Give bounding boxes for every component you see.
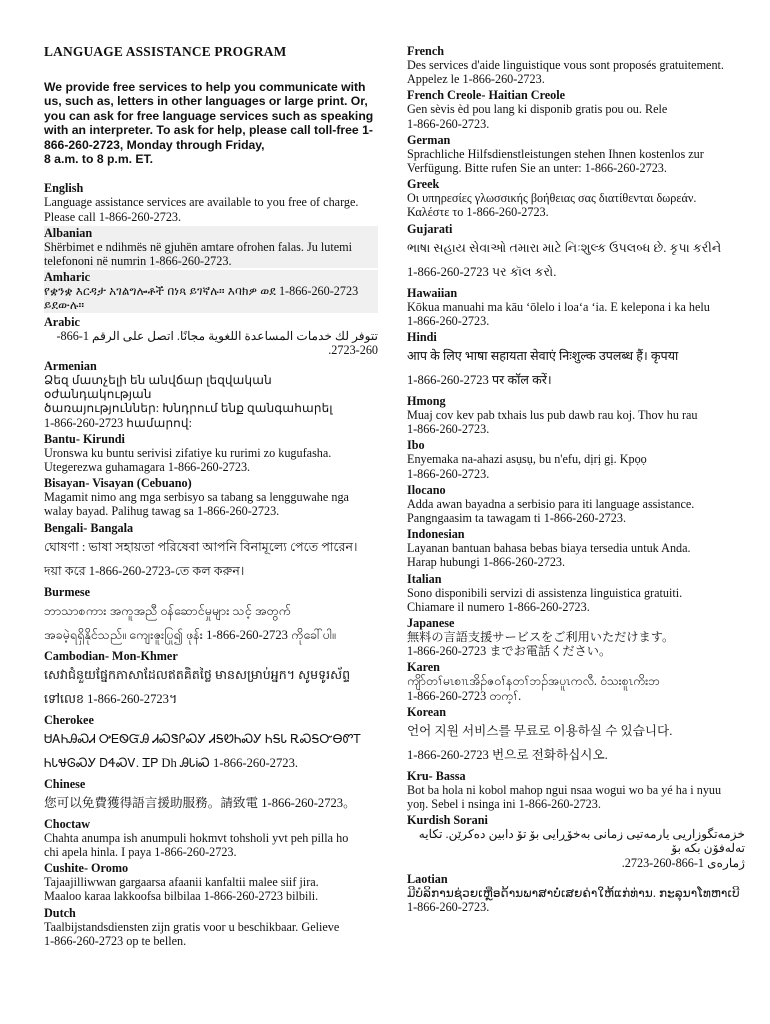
left-column bbox=[44, 44, 378, 950]
language-name: Albanian bbox=[44, 225, 93, 240]
language-name: Bantu- Kirundi bbox=[44, 431, 125, 446]
language-entry bbox=[407, 660, 745, 702]
language-entry bbox=[44, 270, 378, 312]
language-notice: خزمەتگوزاریی یارمەتیی زمانی بەخۆڕایی بۆ تۆ دابین دەکرێن. تکایە تەلەفۆن بکە بۆ ژمارەی 1-866-260-2723. bbox=[418, 827, 745, 870]
language-name: Indonesian bbox=[407, 527, 465, 542]
language-notice: ဘာသာစကား အကူအညီ ဝန်ဆောင်မှုများ သင့် အတွက် အခမဲ့ရရှိနိုင်သည်။ ကျေးဇူးပြု၍ ဖုန်း 1-866-260-2723 ကိုခေါ်ပါ။ bbox=[44, 603, 336, 642]
language-entry bbox=[44, 713, 378, 775]
left-language-list bbox=[44, 181, 378, 947]
language-name: Kurdish Sorani bbox=[407, 813, 488, 828]
language-notice: Gen sèvis èd pou lang ki disponib gratis pou ou. Rele 1-866-260-2723. bbox=[407, 102, 668, 131]
language-entry bbox=[44, 359, 378, 430]
language-name: Arabic bbox=[44, 314, 80, 329]
language-name: Ibo bbox=[407, 438, 425, 453]
language-name: French bbox=[407, 44, 445, 58]
language-entry bbox=[407, 286, 745, 328]
language-notice: 您可以免費獲得語言援助服務。請致電 1-866-260-2723。 bbox=[44, 795, 356, 810]
right-column bbox=[407, 44, 745, 916]
language-entry bbox=[407, 813, 745, 870]
language-notice: Enyemaka na-ahazi asụsụ, bu n'efu, dịrị gị. Kpọọ 1-866-260-2723. bbox=[407, 452, 647, 481]
language-notice: ભાષા સહાય સેવાઓ તમારા માટે નિઃશુલ્ક ઉપલબ્ધ છે. કૃપા કરીને 1-866-260-2723 પર કૉલ કરો. bbox=[407, 240, 722, 279]
language-notice: تتوفر لك خدمات المساعدة اللغوية مجانًا. اتصل على الرقم 1-866-260-2723. bbox=[56, 328, 378, 357]
language-entry bbox=[44, 181, 378, 223]
language-notice: Bot ba hola ni kobol mahop ngui nsaa wogui wo ba yé ha i nyuu yoŋ. Sebel i nsinga ini 1-866-260-2723. bbox=[407, 782, 722, 812]
language-notice: Taalbijstandsdiensten zijn gratis voor u beschikbaar. Gelieve 1-866-260-2723 op te bellen. bbox=[44, 919, 340, 948]
language-name: Karen bbox=[407, 660, 440, 675]
language-name: Bengali- Bangala bbox=[44, 520, 134, 535]
language-notice: Des services d'aide linguistique vous sont proposés gratuitement. Appelez le 1-866-260-2723. bbox=[407, 58, 724, 87]
language-entry bbox=[407, 616, 745, 658]
language-entry bbox=[44, 521, 378, 583]
language-notice: Chahta anumpa ish anumpuli hokmvt tohsholi yvt peh pilla ho chi apela hinla. I paya 1-866-260-2723. bbox=[44, 830, 349, 859]
language-notice: Uronswa ku buntu serivisi zifatiye ku rurimi zo kugufasha. Utegerezwa guhamagara 1-866-260-2723. bbox=[44, 445, 332, 475]
language-name: Ilocano bbox=[407, 482, 446, 497]
language-notice: Kōkua manuahi ma kāu ʻōlelo i loaʻa ʻia. E kelepona i ka helu 1-866-260-2723. bbox=[407, 299, 710, 328]
language-notice: ကျိာ်တၢ်မၤစၢၤအိၣ်ဇ၀ၢ်နတၢ်ဘၣ်အပူၤကလီ. ဝံသးစူၤကိးဘ 1-866-260-2723 တက့ၢ်. bbox=[407, 674, 660, 703]
right-language-list bbox=[407, 44, 745, 914]
language-name: Armenian bbox=[44, 359, 97, 374]
language-name: Choctaw bbox=[44, 816, 91, 831]
language-name: German bbox=[407, 132, 451, 147]
language-entry bbox=[407, 769, 745, 811]
language-entry bbox=[44, 906, 378, 948]
language-name: Dutch bbox=[44, 905, 76, 920]
language-name: Kru- Bassa bbox=[407, 768, 466, 783]
language-notice: ᏌᎪᏂᎯᏍᏗ ᎤᎬᏫᏳᎯ ᏗᏍᏕᎵᏍᎩ ᏗᎦᏬᏂᏍᎩ ᏂᎦᏓ ᎡᏍᎦᏅᎾᏛᎢ ᏂᏓᏠᎶᏍᎩ ᎠᏎᏍᏙ. ᏆᏢ Dh ᎯᏓᎥᏍ 1-866-260-2723. bbox=[44, 731, 362, 770]
language-name: Korean bbox=[407, 704, 447, 719]
language-entry bbox=[407, 572, 745, 614]
language-entry bbox=[407, 438, 745, 480]
language-name: Hawaiian bbox=[407, 285, 458, 300]
page-title: LANGUAGE ASSISTANCE PROGRAM bbox=[44, 44, 287, 59]
language-name: Gujarati bbox=[407, 221, 453, 236]
language-entry bbox=[44, 226, 378, 268]
language-notice: Adda awan bayadna a serbisio para iti language assistance. Pangngaasim ta tawagam ti 1-866-260-2723. bbox=[407, 496, 695, 526]
language-name: Italian bbox=[407, 571, 442, 586]
language-notice: Layanan bantuan bahasa bebas biaya tersedia untuk Anda. Harap hubungi 1-866-260-2723. bbox=[407, 541, 691, 570]
language-name: Hindi bbox=[407, 330, 437, 345]
language-entry bbox=[407, 222, 745, 284]
language-name: Hmong bbox=[407, 394, 446, 409]
language-notice: សេវាជំនួយផ្នែកភាសាដែលឥតគិតថ្លៃ មានសម្រាប់អ្នក។ សូមទូរស័ព្ទ ទៅលេខ 1-866-260-2723។ bbox=[44, 667, 351, 706]
language-entry bbox=[44, 476, 378, 518]
language-notice: Magamit nimo ang mga serbisyo sa tabang sa lengguwahe nga walay bayad. Palihug tawag sa 1-866-260-2723. bbox=[44, 490, 349, 519]
language-name: Greek bbox=[407, 177, 440, 192]
language-name: Cushite- Oromo bbox=[44, 861, 129, 876]
language-notice: Muaj cov kev pab txhais lus pub dawb rau koj. Thov hu rau 1-866-260-2723. bbox=[407, 408, 698, 437]
language-notice: 언어 지원 서비스를 무료로 이용하실 수 있습니다. 1-866-260-2723 번으로 전화하십시오. bbox=[407, 723, 673, 762]
language-name: Cherokee bbox=[44, 712, 94, 727]
language-entry bbox=[44, 315, 378, 357]
language-entry bbox=[407, 44, 745, 86]
language-name: Laotian bbox=[407, 871, 448, 886]
language-notice: Ձեզ մատչելի են անվճար լեզվական օժանդակության ծառայություններ: Խնդրում ենք զանգահարել 1-866-260-2723 համարով: bbox=[44, 373, 333, 430]
language-entry bbox=[44, 861, 378, 903]
language-notice: 無料の言語支援サービスをご利用いただけます。 1-866-260-2723 までお電話ください。 bbox=[407, 630, 675, 659]
language-name: French Creole- Haitian Creole bbox=[407, 88, 566, 103]
intro-paragraph: We provide free services to help you communicate with us, such as, letters in other languages or large print. Or, you can ask for free language services such as speaking with an interpreter. To ask for help, please call toll-free 1-866-260-2723, Monday through Friday, 8 a.m. to 8 p.m. ET. bbox=[44, 80, 374, 167]
language-name: Amharic bbox=[44, 270, 91, 285]
language-entry bbox=[407, 394, 745, 436]
language-notice: Language assistance services are available to you free of charge. Please call 1-866-260-2723. bbox=[44, 195, 359, 224]
language-entry bbox=[407, 177, 745, 219]
language-entry bbox=[407, 705, 745, 767]
language-entry bbox=[407, 527, 745, 569]
language-notice: ঘোষণা : ভাষা সহায়তা পরিষেবা আপনি বিনামূল্যে পেতে পারেন। দয়া করে 1-866-260-2723-তে কল করুন। bbox=[44, 539, 358, 578]
language-notice: Shërbimet e ndihmës në gjuhën amtare ofrohen falas. Ju lutemi telefononi në numrin 1-866-260-2723. bbox=[44, 239, 352, 269]
language-name: Bisayan- Visayan (Cebuano) bbox=[44, 476, 192, 491]
language-name: Cambodian- Mon-Khmer bbox=[44, 648, 178, 663]
language-entry bbox=[44, 817, 378, 859]
language-entry bbox=[407, 88, 745, 130]
language-notice: Tajaajilliwwan gargaarsa afaanii kanfaltii malee siif jira. Maaloo karaa lakkoofsa bilbilaa 1-866-260-2723 bilbili. bbox=[44, 875, 319, 904]
language-entry bbox=[44, 585, 378, 647]
language-entry bbox=[407, 133, 745, 175]
language-notice: የቋንቋ እርዳታ አገልግሎቶች በነጻ ይገኛሉ። እባክዎ ወደ 1-866-260-2723 ይደውሉ። bbox=[44, 284, 359, 313]
language-name: English bbox=[44, 181, 84, 196]
language-entry bbox=[407, 872, 745, 914]
language-name: Burmese bbox=[44, 584, 91, 599]
language-entry bbox=[44, 777, 378, 815]
language-entry bbox=[44, 432, 378, 474]
language-notice: Sono disponibili servizi di assistenza linguistica gratuiti. Chiamare il numero 1-866-260-2723. bbox=[407, 585, 683, 614]
language-notice: Οι υπηρεσίες γλωσσικής βοήθειας σας διατίθενται δωρεάν. Καλέστε το 1-866-260-2723. bbox=[407, 191, 697, 220]
language-name: Chinese bbox=[44, 776, 86, 791]
language-entry bbox=[407, 483, 745, 525]
language-notice: Sprachliche Hilfsdienstleistungen stehen Ihnen kostenlos zur Verfügung. Bitte rufen Sie an unter: 1-866-260-2723. bbox=[407, 146, 704, 176]
language-name: Japanese bbox=[407, 616, 455, 631]
language-entry bbox=[407, 330, 745, 392]
language-notice: ມີບໍລິການຊ່ວຍເຫຼືອດ້ານພາສາບໍ່ເສຍຄ່າໃຫ້ແກ່ທ່ານ. ກະລຸນາໂທຫາເບີ 1-866-260-2723. bbox=[407, 885, 740, 915]
language-entry bbox=[44, 649, 378, 711]
language-notice: आप के लिए भाषा सहायता सेवाएं निःशुल्क उपलब्ध हैं। कृपया 1-866-260-2723 पर कॉल करें। bbox=[407, 349, 679, 388]
